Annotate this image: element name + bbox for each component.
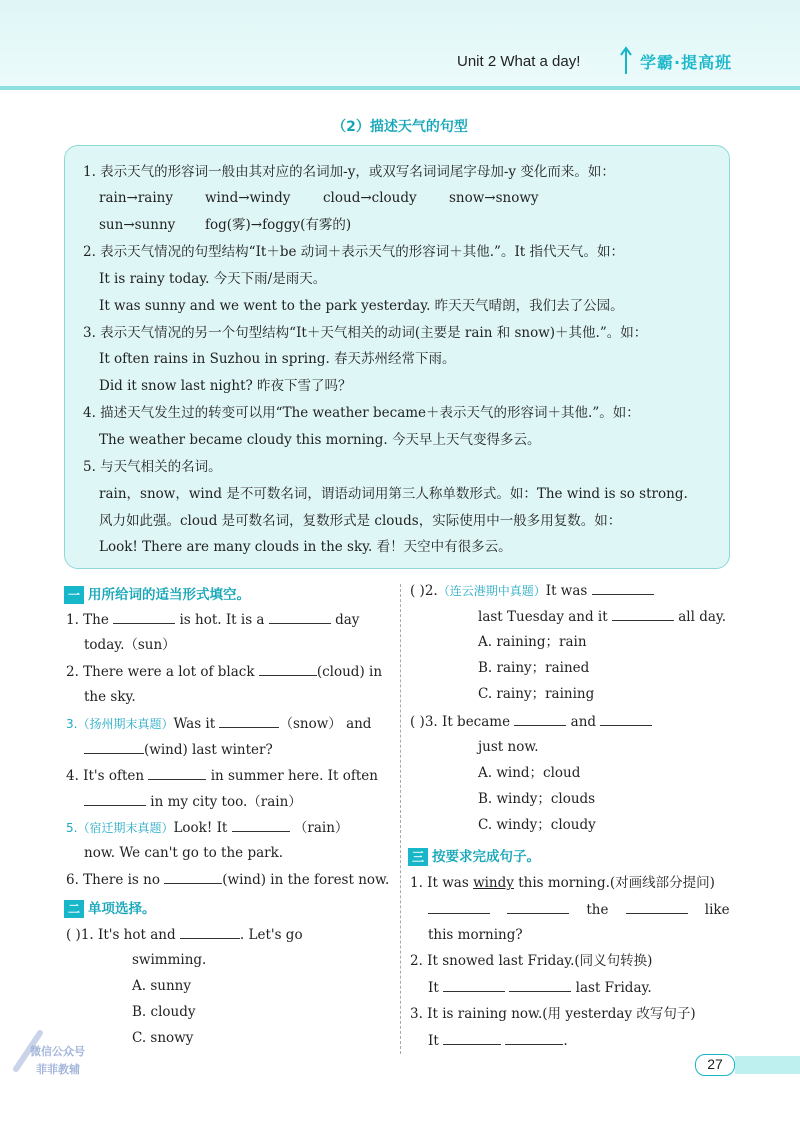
section-title: （2）描述天气的句型: [332, 119, 468, 135]
option-c[interactable]: C. windy；cloudy: [478, 817, 596, 833]
note-line: 1. 表示天气的形容词一般由其对应的名词加-y，或双写名词词尾字母加-y 变化而来。如：: [83, 164, 615, 180]
text: 1. It was: [410, 875, 469, 891]
text: is hot. It is a: [179, 612, 265, 628]
part2-heading: [64, 897, 156, 917]
text: last Friday.: [575, 980, 652, 996]
answer-blank[interactable]: [219, 714, 279, 728]
text: .: [563, 1033, 568, 1049]
part3-heading: [408, 845, 540, 865]
option-b[interactable]: B. windy；clouds: [478, 791, 596, 807]
note-line: 2. 表示天气情况的句型结构“It＋be 动词＋表示天气的形容词＋其他.”。It 指代天气。如：: [83, 244, 624, 260]
note-line: The weather became cloudy this morning. 今天早上天气变得多云。: [99, 432, 541, 448]
part3-title: 按要求完成句子。: [432, 849, 540, 865]
note-line: rain，snow，wind 是不可数名词，谓语动词用第三人称单数形式。如：The wind is so strong.: [99, 486, 688, 502]
note-line: Look! There are many clouds in the sky. 看！天空中有很多云。: [99, 539, 512, 555]
part1-heading: [64, 583, 250, 603]
brand-text: 学霸·提高班: [640, 53, 733, 72]
part3-number: 三: [408, 848, 428, 866]
text: ( )3. It became: [410, 714, 511, 730]
answer-blank[interactable]: [514, 712, 566, 726]
note-line: snow→snowy: [449, 190, 539, 206]
option-c[interactable]: C. rainy；raining: [478, 686, 595, 702]
answer-blank[interactable]: [84, 740, 144, 754]
text: ( )1. It's hot and: [66, 927, 176, 943]
text: like: [704, 902, 730, 918]
q1-3: [66, 714, 371, 733]
note-line: rain→rainy: [99, 190, 173, 206]
source-tag: （连云港期中真题）: [437, 584, 546, 598]
watermark-line1: 微信公众号: [30, 1045, 85, 1058]
unit-title: Unit 2 What a day!: [457, 53, 581, 70]
answer-blank[interactable]: [509, 978, 571, 992]
text: （snow） and: [279, 716, 372, 732]
text: (wind) in the forest now.: [222, 872, 390, 888]
text: in my city too.（rain）: [150, 794, 302, 810]
answer-blank[interactable]: [507, 900, 569, 914]
answer-blank[interactable]: [269, 610, 331, 624]
answer-blank[interactable]: [259, 662, 317, 676]
answer-blank[interactable]: [113, 610, 175, 624]
text: It: [428, 980, 439, 996]
q3-2-answer: [428, 978, 652, 997]
answer-blank[interactable]: [84, 792, 146, 806]
text: (cloud) in: [316, 664, 383, 680]
brand-logo: [618, 44, 778, 78]
q1-5: [66, 818, 348, 837]
q3-3: 3. It is raining now.(用 yesterday 改写句子): [410, 1006, 696, 1022]
answer-blank[interactable]: [148, 766, 206, 780]
option-a[interactable]: A. raining；rain: [478, 634, 587, 650]
q1-4-cont: [84, 792, 302, 811]
note-line: 风力如此强。cloud 是可数名词，复数形式是 clouds，实际使用中一般多用复数。如：: [99, 513, 622, 529]
note-line: It often rains in Suzhou in spring. 春天苏州经常下雨。: [99, 351, 456, 367]
part2-number: 二: [64, 900, 84, 918]
text: this morning.(对画线部分提问): [518, 875, 715, 891]
text: all day.: [678, 609, 727, 625]
source-tag: 5.（宿迁期末真题）: [66, 821, 174, 835]
text: ( )2.: [410, 583, 438, 599]
option-b[interactable]: B. cloudy: [132, 1004, 196, 1020]
text: (wind) last winter?: [144, 742, 273, 758]
text: （rain）: [293, 820, 349, 836]
column-divider: [400, 584, 401, 1054]
q3-1: [410, 874, 715, 892]
page-number: 27: [695, 1054, 735, 1076]
text: . Let's go: [239, 927, 303, 943]
answer-blank[interactable]: [232, 818, 290, 832]
part1-title: 用所给词的适当形式填空。: [88, 587, 250, 603]
q1-1-cont: today.（sun）: [84, 637, 176, 653]
q3-1-cont: this morning?: [428, 927, 523, 943]
option-b[interactable]: B. rainy；rained: [478, 660, 590, 676]
note-line: wind→windy: [205, 190, 291, 206]
q1-6: [66, 870, 389, 889]
q2-3-cont: just now.: [478, 739, 539, 755]
note-line: It is rainy today. 今天下雨/是雨天。: [99, 271, 327, 287]
q1-1: [66, 610, 359, 629]
text: the: [586, 902, 609, 918]
answer-blank[interactable]: [164, 870, 222, 884]
q2-2: [410, 581, 654, 600]
part1-number: 一: [64, 586, 84, 604]
q2-3: [410, 712, 652, 731]
text: 2. There were a lot of black: [66, 664, 255, 680]
q3-2: 2. It snowed last Friday.(同义句转换): [410, 953, 653, 969]
note-line: sun→sunny: [99, 217, 176, 233]
text: 1. The: [66, 612, 109, 628]
note-line: 4. 描述天气发生过的转变可以用“The weather became＋表示天气的形容词＋其他.”。如：: [83, 405, 640, 421]
note-line: 3. 表示天气情况的另一个句型结构“It＋天气相关的动词(主要是 rain 和 snow)＋其他.”。如：: [83, 325, 648, 341]
q2-1: [66, 925, 303, 944]
text: and: [570, 714, 597, 730]
text: 4. It's often: [66, 768, 145, 784]
q1-5-cont: now. We can't go to the park.: [84, 845, 284, 861]
watermark: [10, 1025, 120, 1085]
text: last Tuesday and it: [478, 609, 608, 625]
answer-blank[interactable]: [443, 1031, 501, 1045]
answer-blank[interactable]: [600, 712, 652, 726]
q1-4: [66, 766, 378, 785]
page-band: [735, 1056, 800, 1074]
text: 6. There is no: [66, 872, 160, 888]
q1-2-cont: the sky.: [84, 689, 136, 705]
text: It: [428, 1033, 439, 1049]
note-line: Did it snow last night? 昨夜下雪了吗？: [99, 378, 352, 394]
answer-blank[interactable]: [626, 900, 688, 914]
answer-blank[interactable]: [428, 900, 490, 914]
text: It was: [545, 583, 588, 599]
answer-blank[interactable]: [612, 607, 674, 621]
watermark-line2: 菲菲教辅: [36, 1063, 80, 1076]
q1-2: [66, 662, 382, 681]
source-tag: 3.（扬州期末真题）: [66, 717, 174, 731]
text: day: [335, 612, 360, 628]
text: Look! It: [173, 820, 228, 836]
option-a[interactable]: A. wind；cloud: [478, 765, 581, 781]
note-line: cloud→cloudy: [323, 190, 417, 206]
part2-title: 单项选择。: [88, 901, 156, 917]
note-line: fog(雾)→foggy(有雾的): [205, 217, 352, 233]
answer-blank[interactable]: [180, 925, 240, 939]
q2-2-cont: [478, 607, 726, 626]
q3-3-answer: [428, 1031, 568, 1050]
option-a[interactable]: A. sunny: [132, 978, 191, 994]
note-line: 5. 与天气相关的名词。: [83, 459, 222, 475]
underlined-word: windy: [473, 875, 514, 891]
option-c[interactable]: C. snowy: [132, 1030, 194, 1046]
answer-blank[interactable]: [592, 581, 654, 595]
answer-blank[interactable]: [505, 1031, 563, 1045]
q2-1-cont: swimming.: [132, 952, 207, 968]
q3-1-answer: [428, 900, 730, 919]
text: in summer here. It often: [210, 768, 378, 784]
note-line: It was sunny and we went to the park yesterday. 昨天天气晴朗，我们去了公园。: [99, 298, 624, 314]
arrow-up-icon: [618, 44, 638, 78]
grammar-note-box: [64, 145, 730, 569]
text: Was it: [173, 716, 216, 732]
answer-blank[interactable]: [443, 978, 505, 992]
q1-3-cont: [84, 740, 273, 759]
